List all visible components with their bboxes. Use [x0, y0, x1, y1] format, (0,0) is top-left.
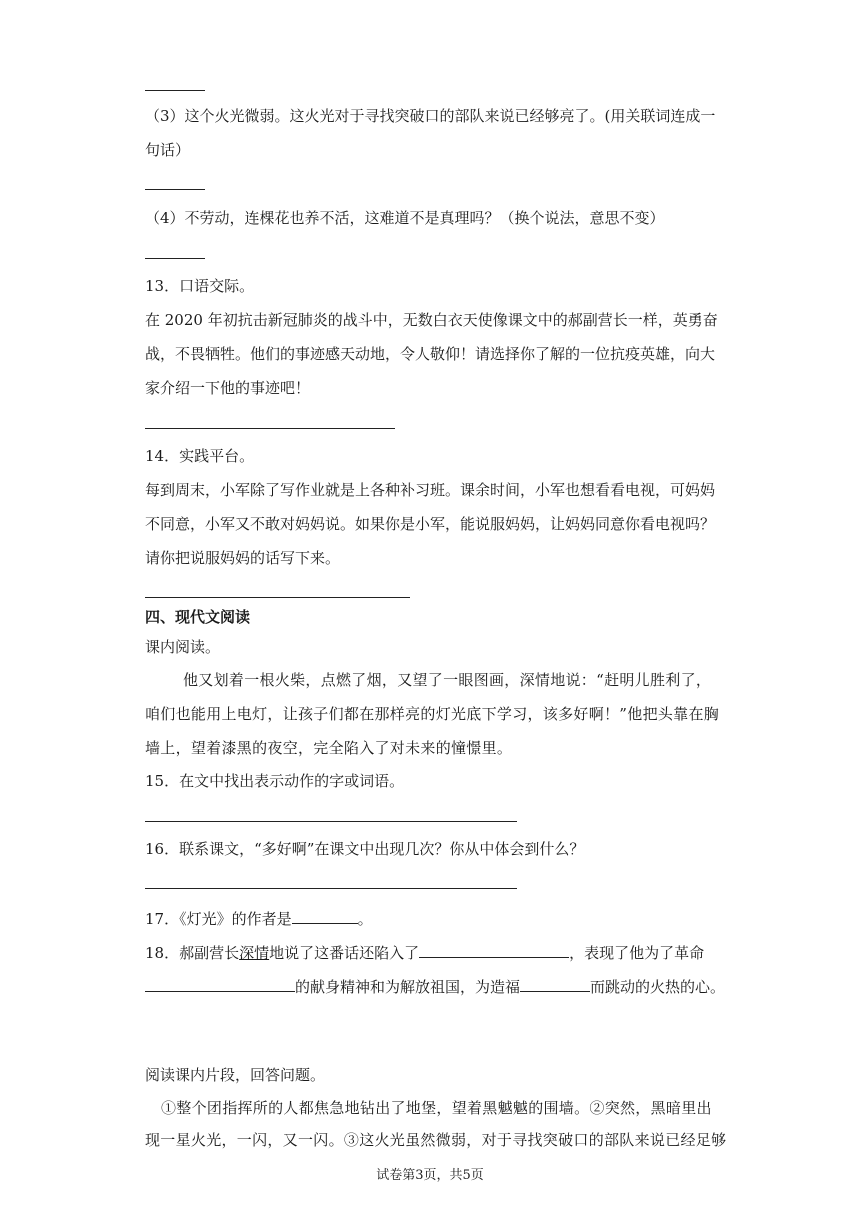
- blank-q18-3[interactable]: [520, 975, 590, 992]
- blank-q17[interactable]: [292, 907, 358, 924]
- question-18-after-blank-1: ，表现了他为了革命: [569, 944, 705, 962]
- answer-line-q12-3[interactable]: [145, 189, 205, 190]
- section-4-heading: 四、现代文阅读: [145, 608, 251, 626]
- question-18-mid: 地说了这番话还陷入了: [269, 944, 420, 962]
- question-14-line: 不同意，小军又不敢对妈妈说。如果你是小军，能说服妈妈，让妈妈同意你看电视吗？: [145, 515, 716, 533]
- question-18: [145, 941, 704, 963]
- question-18-after-blank-2: 的献身精神和为解放祖国，为造福: [295, 978, 521, 996]
- question-12-item-3-continued: 句话）: [145, 141, 191, 159]
- answer-line-q14[interactable]: [145, 597, 410, 598]
- question-17-suffix: 。: [357, 910, 373, 928]
- passage-line: 咱们也能用上电灯，让孩子们都在那样亮的灯光底下学习，该多好啊！”他把头靠在胸: [145, 705, 720, 723]
- answer-line-q12-2[interactable]: [145, 90, 205, 91]
- answer-line-q16[interactable]: [145, 888, 517, 889]
- passage-line: 墙上，望着漆黑的夜空，完全陷入了对未来的憧憬里。: [145, 739, 513, 757]
- question-17: [145, 907, 373, 929]
- section-4-subheading: 课内阅读。: [145, 638, 221, 656]
- question-13-line: 战，不畏牺牲。他们的事迹感天动地，令人敬仰！请选择你了解的一位抗疫英雄，向大: [145, 345, 716, 363]
- answer-line-q15[interactable]: [145, 821, 517, 822]
- reading-2-line: 现一星火光，一闪，又一闪。③这火光虽然微弱，对于寻找突破口的部队来说已经足够: [145, 1131, 727, 1149]
- question-12-item-3: （3）这个火光微弱。这火光对于寻找突破口的部队来说已经够亮了。(用关联词连成一: [145, 107, 716, 125]
- question-14-title: 14．实践平台。: [145, 447, 255, 465]
- page-footer: 试卷第3页，共5页: [376, 1168, 484, 1183]
- passage-line: 他又划着一根火柴，点燃了烟，又望了一眼图画，深情地说：“赶明儿胜利了，: [183, 671, 712, 689]
- question-13-line: 家介绍一下他的事迹吧！: [145, 379, 311, 397]
- question-13-title: 13．口语交际。: [145, 277, 255, 295]
- answer-line-q12-4[interactable]: [145, 258, 205, 259]
- blank-q18-2[interactable]: [145, 975, 295, 992]
- question-14-line: 每到周末，小军除了写作业就是上各种补习班。课余时间，小军也想看看电视，可妈妈: [145, 481, 716, 499]
- question-13-line: 在 2020 年初抗击新冠肺炎的战斗中，无数白衣天使像课文中的郝副营长一样，英勇奋: [145, 311, 718, 329]
- reading-2-line: ①整个团指挥所的人都焦急地钻出了地堡，望着黑魆魆的围墙。②突然，黑暗里出: [161, 1099, 712, 1117]
- question-14-line: 请你把说服妈妈的话写下来。: [145, 549, 341, 567]
- blank-q18-1[interactable]: [419, 941, 569, 958]
- question-18-prefix: 18．郝副营长: [145, 944, 240, 962]
- question-16: 16．联系课文，“多好啊”在课文中出现几次？你从中体会到什么？: [145, 840, 585, 858]
- question-12-item-4: （4）不劳动，连棵花也养不活，这难道不是真理吗？（换个说法，意思不变）: [145, 209, 665, 227]
- question-18-continued: [145, 975, 725, 997]
- question-18-after-blank-3: 而跳动的火热的心。: [590, 978, 726, 996]
- answer-line-q13[interactable]: [145, 428, 395, 429]
- question-15: 15．在文中找出表示动作的字或词语。: [145, 772, 405, 790]
- question-17-prefix: 17．《灯光》的作者是: [145, 910, 292, 928]
- reading-2-instruction: 阅读课内片段，回答问题。: [145, 1066, 326, 1084]
- question-18-underlined-word: 深情: [239, 944, 270, 962]
